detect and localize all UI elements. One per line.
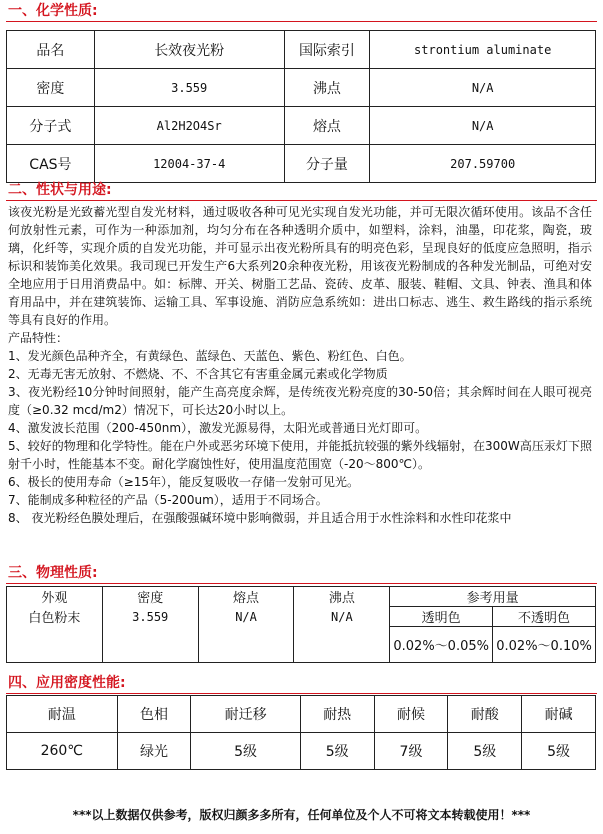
table-cell: 0.02%～0.10% <box>493 627 596 663</box>
table-cell: 沸点 <box>284 69 370 107</box>
table-cell: 5级 <box>522 733 596 770</box>
table-cell: 白色粉末 <box>7 607 103 627</box>
table-row <box>7 696 596 733</box>
table-cell: 12004-37-4 <box>94 145 284 183</box>
feature-item: 7、能制成多种粒径的产品（5-200um），适用于不同场合。 <box>8 493 328 507</box>
feature-item: 4、激发波长范围（200-450nm），激发光源易得，太阳光或普通日光灯即可。 <box>8 421 428 435</box>
table-cell <box>102 627 198 663</box>
table-row <box>7 607 596 627</box>
table-cell: N/A <box>370 69 596 107</box>
feature-item: 1、发光颜色品种齐全，有黄绿色、蓝绿色、天蓝色、紫色、粉红色、白色。 <box>8 349 412 363</box>
section-3-title: 三、物理性质: <box>8 565 98 581</box>
table-header: 耐温 <box>7 696 118 733</box>
table-header: 耐碱 <box>522 696 596 733</box>
table-header: 沸点 <box>294 587 390 607</box>
table-cell: 国际索引 <box>284 31 370 69</box>
table-header: 耐迁移 <box>191 696 300 733</box>
feature-item: 5、较好的物理和化学特性。能在户外或恶劣环境下使用，并能抵抗较强的紫外线辐射，在300W高压汞灯下照射千小时，性能基本不变。耐化学腐蚀性好，使用温度范围宽（-20～800℃）。 <box>8 439 592 471</box>
table-header: 外观 <box>7 587 103 607</box>
table-header: 耐候 <box>374 696 448 733</box>
table-header: 密度 <box>102 587 198 607</box>
table-cell: 0.02%～0.05% <box>390 627 493 663</box>
table-cell: N/A <box>370 107 596 145</box>
table-cell: N/A <box>294 607 390 627</box>
table-header: 参考用量 <box>390 587 596 607</box>
table-row <box>7 107 596 145</box>
feature-item: 6、极长的使用寿命（≥15年），能反复吸收一存储一发射可见光。 <box>8 475 359 489</box>
table-cell <box>294 627 390 663</box>
table-row <box>7 627 596 663</box>
table-cell: CAS号 <box>7 145 95 183</box>
feature-item: 2、无毒无害无放射、不燃烧、不、不含其它有害重金属元素或化学物质 <box>8 367 388 381</box>
application-performance-table <box>6 695 596 770</box>
table-header: 熔点 <box>198 587 294 607</box>
section-2-underline <box>6 200 597 201</box>
feature-item: 8、 夜光粉经色膜处理后，在强酸强碱环境中影响微弱，并且适合用于水性涂料和水性印花浆中 <box>8 511 512 525</box>
table-cell <box>198 627 294 663</box>
table-cell: 5级 <box>448 733 522 770</box>
features-title: 产品特性： <box>8 331 69 345</box>
section-3-underline <box>6 583 597 584</box>
table-cell: 207.59700 <box>370 145 596 183</box>
physical-properties-table <box>6 586 596 663</box>
table-cell: 7级 <box>374 733 448 770</box>
table-cell: 3.559 <box>94 69 284 107</box>
section-2-title: 二、性状与用途: <box>8 182 112 198</box>
table-cell: 分子量 <box>284 145 370 183</box>
section-4-title: 四、应用密度性能: <box>8 675 126 691</box>
table-sub-header: 透明色 <box>390 607 493 627</box>
table-row <box>7 733 596 770</box>
table-header: 色相 <box>117 696 191 733</box>
table-cell: 长效夜光粉 <box>94 31 284 69</box>
table-cell: strontium aluminate <box>370 31 596 69</box>
table-cell: 260℃ <box>7 733 118 770</box>
table-cell <box>7 627 103 663</box>
table-row <box>7 587 596 607</box>
table-cell: 5级 <box>191 733 300 770</box>
table-header: 耐热 <box>300 696 374 733</box>
table-row <box>7 31 596 69</box>
intro-paragraph: 该夜光粉是光致蓄光型自发光材料，通过吸收各种可见光实现自发光功能，并可无限次循环使用。该品不含任何放射性元素，可作为一种添加剂，均匀分布在各种透明介质中，如塑料，涂料，油墨，印花浆，陶瓷，玻璃，化纤等，实现介质的自发光功能，并可显示出夜光粉所具有的明亮色彩，呈现良好的低度应急照明，指示标识和装饰美化效果。我司现已开发生产6大系列20余种夜光粉，用该夜光粉制成的各种发光制品，可绝对安全地应用于日用消费品中。如：标牌、开关、树脂工艺品、瓷砖、皮革、服装、鞋帽、文具、钟表、渔具和体育用品中，并在建筑装饰、运输工具、军事设施、消防应急系统如：进出口标志、逃生、救生路线的指示系统等具有良好的作用。 <box>8 205 592 327</box>
table-cell: N/A <box>198 607 294 627</box>
table-cell: 5级 <box>300 733 374 770</box>
table-header: 耐酸 <box>448 696 522 733</box>
copyright-notice: ***以上数据仅供参考，版权归颜多多所有，任何单位及个人不可将文本转载使用！*** <box>72 808 531 822</box>
chemical-properties-table <box>6 30 596 183</box>
table-cell: 绿光 <box>117 733 191 770</box>
section-4-underline <box>6 693 597 694</box>
table-sub-header: 不透明色 <box>493 607 596 627</box>
table-cell: 分子式 <box>7 107 95 145</box>
section-1-underline <box>6 21 597 22</box>
table-cell: 熔点 <box>284 107 370 145</box>
table-cell: Al2H2O4Sr <box>94 107 284 145</box>
usage-description <box>8 203 592 527</box>
table-cell: 品名 <box>7 31 95 69</box>
table-row <box>7 69 596 107</box>
section-1-title: 一、化学性质: <box>8 3 98 19</box>
table-cell: 密度 <box>7 69 95 107</box>
table-row <box>7 145 596 183</box>
table-cell: 3.559 <box>102 607 198 627</box>
feature-item: 3、夜光粉经10分钟时间照射，能产生高亮度余辉，是传统夜光粉亮度的30-50倍；其余辉时间在人眼可视亮度（≥0.32 mcd/m2）情况下，可长达20小时以上。 <box>8 385 592 417</box>
